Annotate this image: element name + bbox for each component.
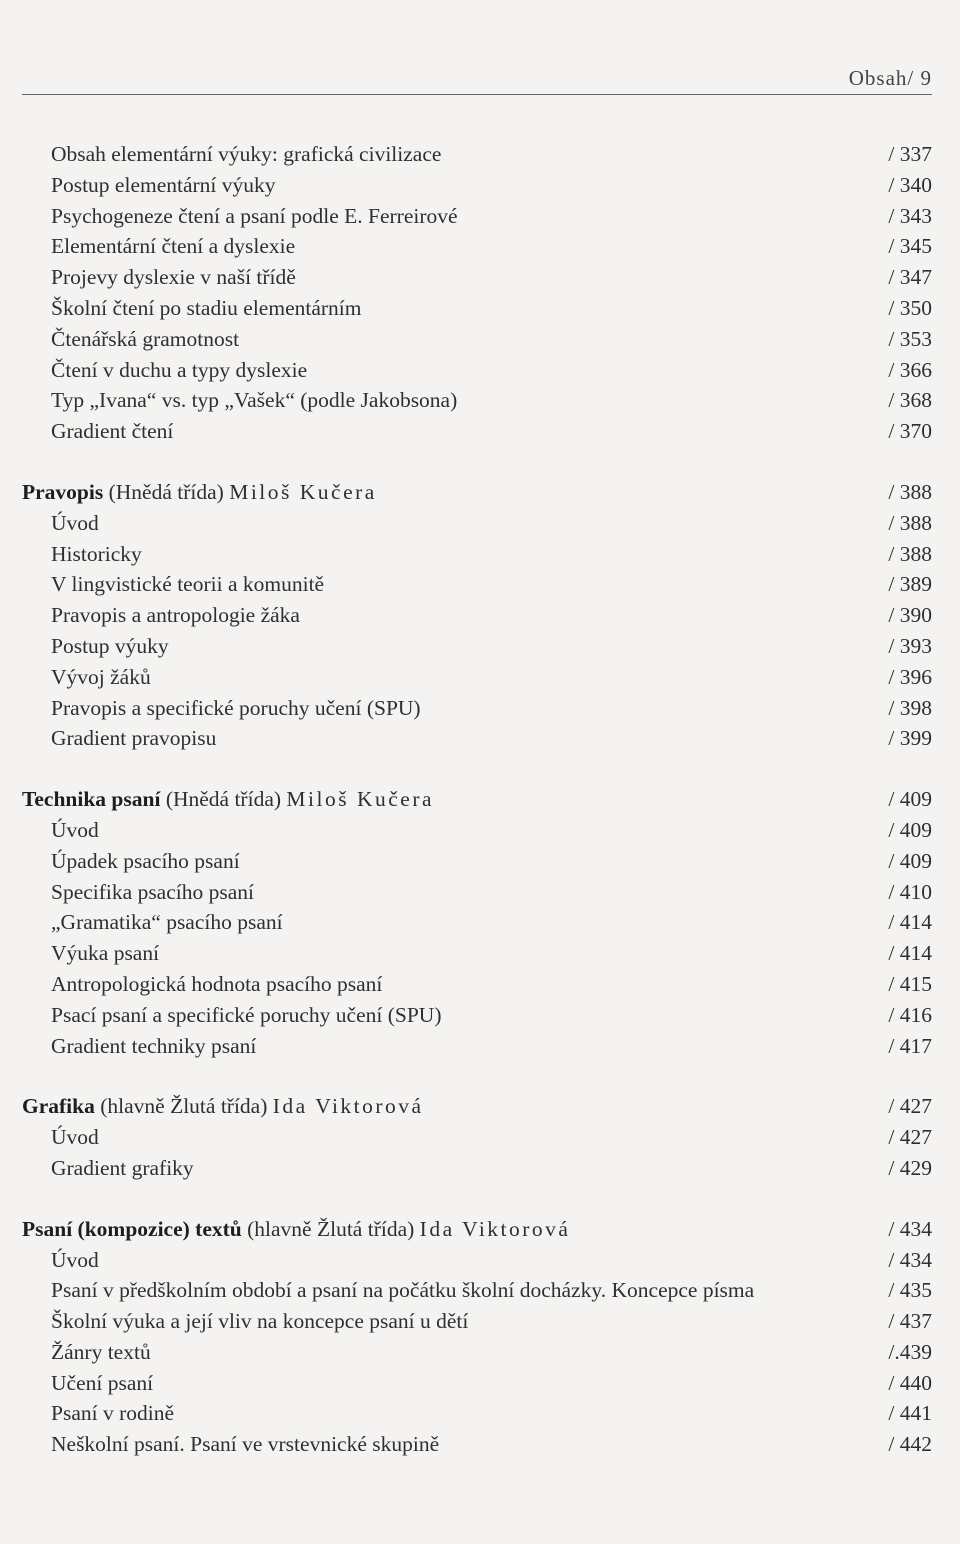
section-label bbox=[22, 480, 377, 505]
page-number: / 441 bbox=[888, 1401, 932, 1426]
entry-title: Gradient grafiky bbox=[51, 1155, 194, 1180]
toc-entry bbox=[22, 572, 932, 603]
toc-entry bbox=[22, 388, 932, 419]
page-number: / 434 bbox=[888, 1216, 932, 1241]
entry-title: Typ „Ivana“ vs. typ „Vašek“ (podle Jakobsona) bbox=[51, 388, 458, 413]
page-number: / 343 bbox=[888, 203, 932, 228]
toc-entry bbox=[22, 726, 932, 757]
page-number: / 429 bbox=[888, 1155, 932, 1180]
entry-title: Školní čtení po stadiu elementárním bbox=[51, 295, 362, 320]
page-number: / 368 bbox=[888, 388, 932, 413]
toc-section-heading bbox=[22, 480, 932, 511]
toc-entry bbox=[22, 419, 932, 450]
entry-title: Čtenářská gramotnost bbox=[51, 326, 240, 351]
page-number: / 399 bbox=[888, 726, 932, 751]
toc-entry bbox=[22, 511, 932, 542]
page-number: / 388 bbox=[888, 510, 932, 535]
entry-title: Učení psaní bbox=[51, 1370, 154, 1395]
entry-title: Úvod bbox=[51, 817, 99, 842]
page-number: / 340 bbox=[888, 172, 932, 197]
page-number: / 437 bbox=[888, 1309, 932, 1334]
page-number: / 350 bbox=[888, 295, 932, 320]
toc-entry bbox=[22, 1248, 932, 1279]
header-rule bbox=[22, 94, 932, 95]
entry-title: Neškolní psaní. Psaní ve vrstevnické skupině bbox=[51, 1432, 440, 1457]
section-author: Ida Viktorová bbox=[272, 1094, 424, 1119]
page-number: / 427 bbox=[888, 1094, 932, 1119]
toc-entry bbox=[22, 173, 932, 204]
section-label bbox=[22, 787, 434, 812]
toc-entry bbox=[22, 665, 932, 696]
running-head: Obsah/ 9 bbox=[848, 66, 932, 90]
section-note: (hlavně Žlutá třída) bbox=[100, 1094, 268, 1119]
page-number: / 409 bbox=[888, 848, 932, 873]
page-number: / 417 bbox=[888, 1033, 932, 1058]
page-number: / 409 bbox=[888, 787, 932, 812]
page-number: / 396 bbox=[888, 664, 932, 689]
page-number: / 434 bbox=[888, 1247, 932, 1272]
page-number: / 366 bbox=[888, 357, 932, 382]
entry-title: Psací psaní a specifické poruchy učení (SPU) bbox=[51, 1002, 442, 1027]
section-gap bbox=[22, 1187, 932, 1217]
toc-section-heading bbox=[22, 1094, 932, 1125]
section-title: Grafika bbox=[22, 1094, 95, 1119]
page-number: / 337 bbox=[888, 142, 932, 166]
toc-entry bbox=[22, 849, 932, 880]
entry-title: V lingvistické teorii a komunitě bbox=[51, 572, 325, 597]
page-number: / 388 bbox=[888, 541, 932, 566]
toc-entry bbox=[22, 234, 932, 265]
toc-entry bbox=[22, 1156, 932, 1187]
toc-entry bbox=[22, 1340, 932, 1371]
page-number: /.439 bbox=[888, 1339, 932, 1364]
page-number: / 398 bbox=[888, 695, 932, 720]
section-note: (Hnědá třída) bbox=[165, 787, 282, 812]
toc-entry bbox=[22, 941, 932, 972]
section-author: Miloš Kučera bbox=[286, 787, 435, 812]
section-title: Psaní (kompozice) textů bbox=[22, 1216, 242, 1241]
toc-entry bbox=[22, 1125, 932, 1156]
section-gap bbox=[22, 757, 932, 787]
toc-entry bbox=[22, 1309, 932, 1340]
page-number: / 415 bbox=[888, 971, 932, 996]
entry-title: Čtení v duchu a typy dyslexie bbox=[51, 357, 308, 382]
entry-title: Specifika psacího psaní bbox=[51, 879, 255, 904]
page-number: / 388 bbox=[888, 479, 932, 504]
toc-entry bbox=[22, 634, 932, 665]
page-number: / 416 bbox=[888, 1002, 932, 1027]
toc-entry bbox=[22, 1003, 932, 1034]
toc-entry bbox=[22, 1401, 932, 1432]
page-number: / 414 bbox=[888, 910, 932, 935]
entry-title: Školní výuka a její vliv na koncepce psaní u dětí bbox=[51, 1309, 469, 1334]
toc-entry bbox=[22, 204, 932, 235]
section-author: Ida Viktorová bbox=[419, 1216, 571, 1241]
page-number: / 440 bbox=[888, 1370, 932, 1395]
entry-title: „Gramatika“ psacího psaní bbox=[51, 910, 283, 935]
toc-section-heading bbox=[22, 1217, 932, 1248]
entry-title: Žánry textů bbox=[51, 1339, 151, 1364]
page-number: / 390 bbox=[888, 603, 932, 628]
toc-entry bbox=[22, 542, 932, 573]
page-number: / 409 bbox=[888, 817, 932, 842]
toc-entry bbox=[22, 1432, 932, 1463]
table-of-contents bbox=[22, 142, 932, 1463]
entry-title: Historicky bbox=[51, 541, 142, 566]
page-number: / 345 bbox=[888, 234, 932, 259]
toc-entry bbox=[22, 265, 932, 296]
section-title: Technika psaní bbox=[22, 787, 161, 812]
toc-entry bbox=[22, 142, 932, 173]
section-author: Miloš Kučera bbox=[229, 479, 377, 504]
entry-title: Gradient techniky psaní bbox=[51, 1033, 257, 1058]
toc-section-heading bbox=[22, 787, 932, 818]
toc-entry bbox=[22, 972, 932, 1003]
entry-title: Gradient čtení bbox=[51, 419, 174, 444]
entry-title: Gradient pravopisu bbox=[51, 726, 217, 751]
section-label bbox=[22, 1217, 570, 1242]
entry-title: Pravopis a antropologie žáka bbox=[51, 603, 300, 628]
page-number: / 347 bbox=[888, 265, 932, 290]
entry-title: Pravopis a specifické poruchy učení (SPU) bbox=[51, 695, 421, 720]
page-number: / 353 bbox=[888, 326, 932, 351]
toc-entry bbox=[22, 296, 932, 327]
section-note: (hlavně Žlutá třída) bbox=[247, 1216, 415, 1241]
section-label bbox=[22, 1094, 424, 1119]
toc-entry bbox=[22, 696, 932, 727]
entry-title: Postup elementární výuky bbox=[51, 172, 276, 197]
entry-title: Vývoj žáků bbox=[51, 664, 151, 689]
section-note: (Hnědá třída) bbox=[108, 479, 224, 504]
toc-entry bbox=[22, 1278, 932, 1309]
entry-title: Elementární čtení a dyslexie bbox=[51, 234, 296, 259]
page-number: / 389 bbox=[888, 572, 932, 597]
entry-title: Psychogeneze čtení a psaní podle E. Ferreirové bbox=[51, 203, 458, 228]
page-number: / 414 bbox=[888, 941, 932, 966]
page-number: / 410 bbox=[888, 879, 932, 904]
entry-title: Antropologická hodnota psacího psaní bbox=[51, 971, 383, 996]
entry-title: Úpadek psacího psaní bbox=[51, 848, 240, 873]
page-number: / 370 bbox=[888, 419, 932, 444]
toc-entry bbox=[22, 1034, 932, 1065]
toc-entry bbox=[22, 818, 932, 849]
toc-entry bbox=[22, 910, 932, 941]
entry-title: Obsah elementární výuky: grafická civilizace bbox=[51, 142, 442, 166]
entry-title: Výuka psaní bbox=[51, 941, 160, 966]
entry-title: Úvod bbox=[51, 1125, 99, 1150]
entry-title: Psaní v předškolním období a psaní na počátku školní docházky. Koncepce písma bbox=[51, 1278, 755, 1303]
entry-title: Postup výuky bbox=[51, 633, 169, 658]
entry-title: Úvod bbox=[51, 510, 99, 535]
entry-title: Projevy dyslexie v naší třídě bbox=[51, 265, 296, 290]
entry-title: Psaní v rodině bbox=[51, 1401, 175, 1426]
page-number: / 442 bbox=[888, 1432, 932, 1457]
toc-entry bbox=[22, 603, 932, 634]
entry-title: Úvod bbox=[51, 1247, 99, 1272]
section-gap bbox=[22, 1064, 932, 1094]
toc-entry bbox=[22, 880, 932, 911]
page-number: / 435 bbox=[888, 1278, 932, 1303]
page-number: / 393 bbox=[888, 633, 932, 658]
page-number: / 427 bbox=[888, 1125, 932, 1150]
toc-entry bbox=[22, 327, 932, 358]
section-title: Pravopis bbox=[22, 479, 104, 504]
toc-entry bbox=[22, 1371, 932, 1402]
section-gap bbox=[22, 450, 932, 480]
toc-entry bbox=[22, 358, 932, 389]
